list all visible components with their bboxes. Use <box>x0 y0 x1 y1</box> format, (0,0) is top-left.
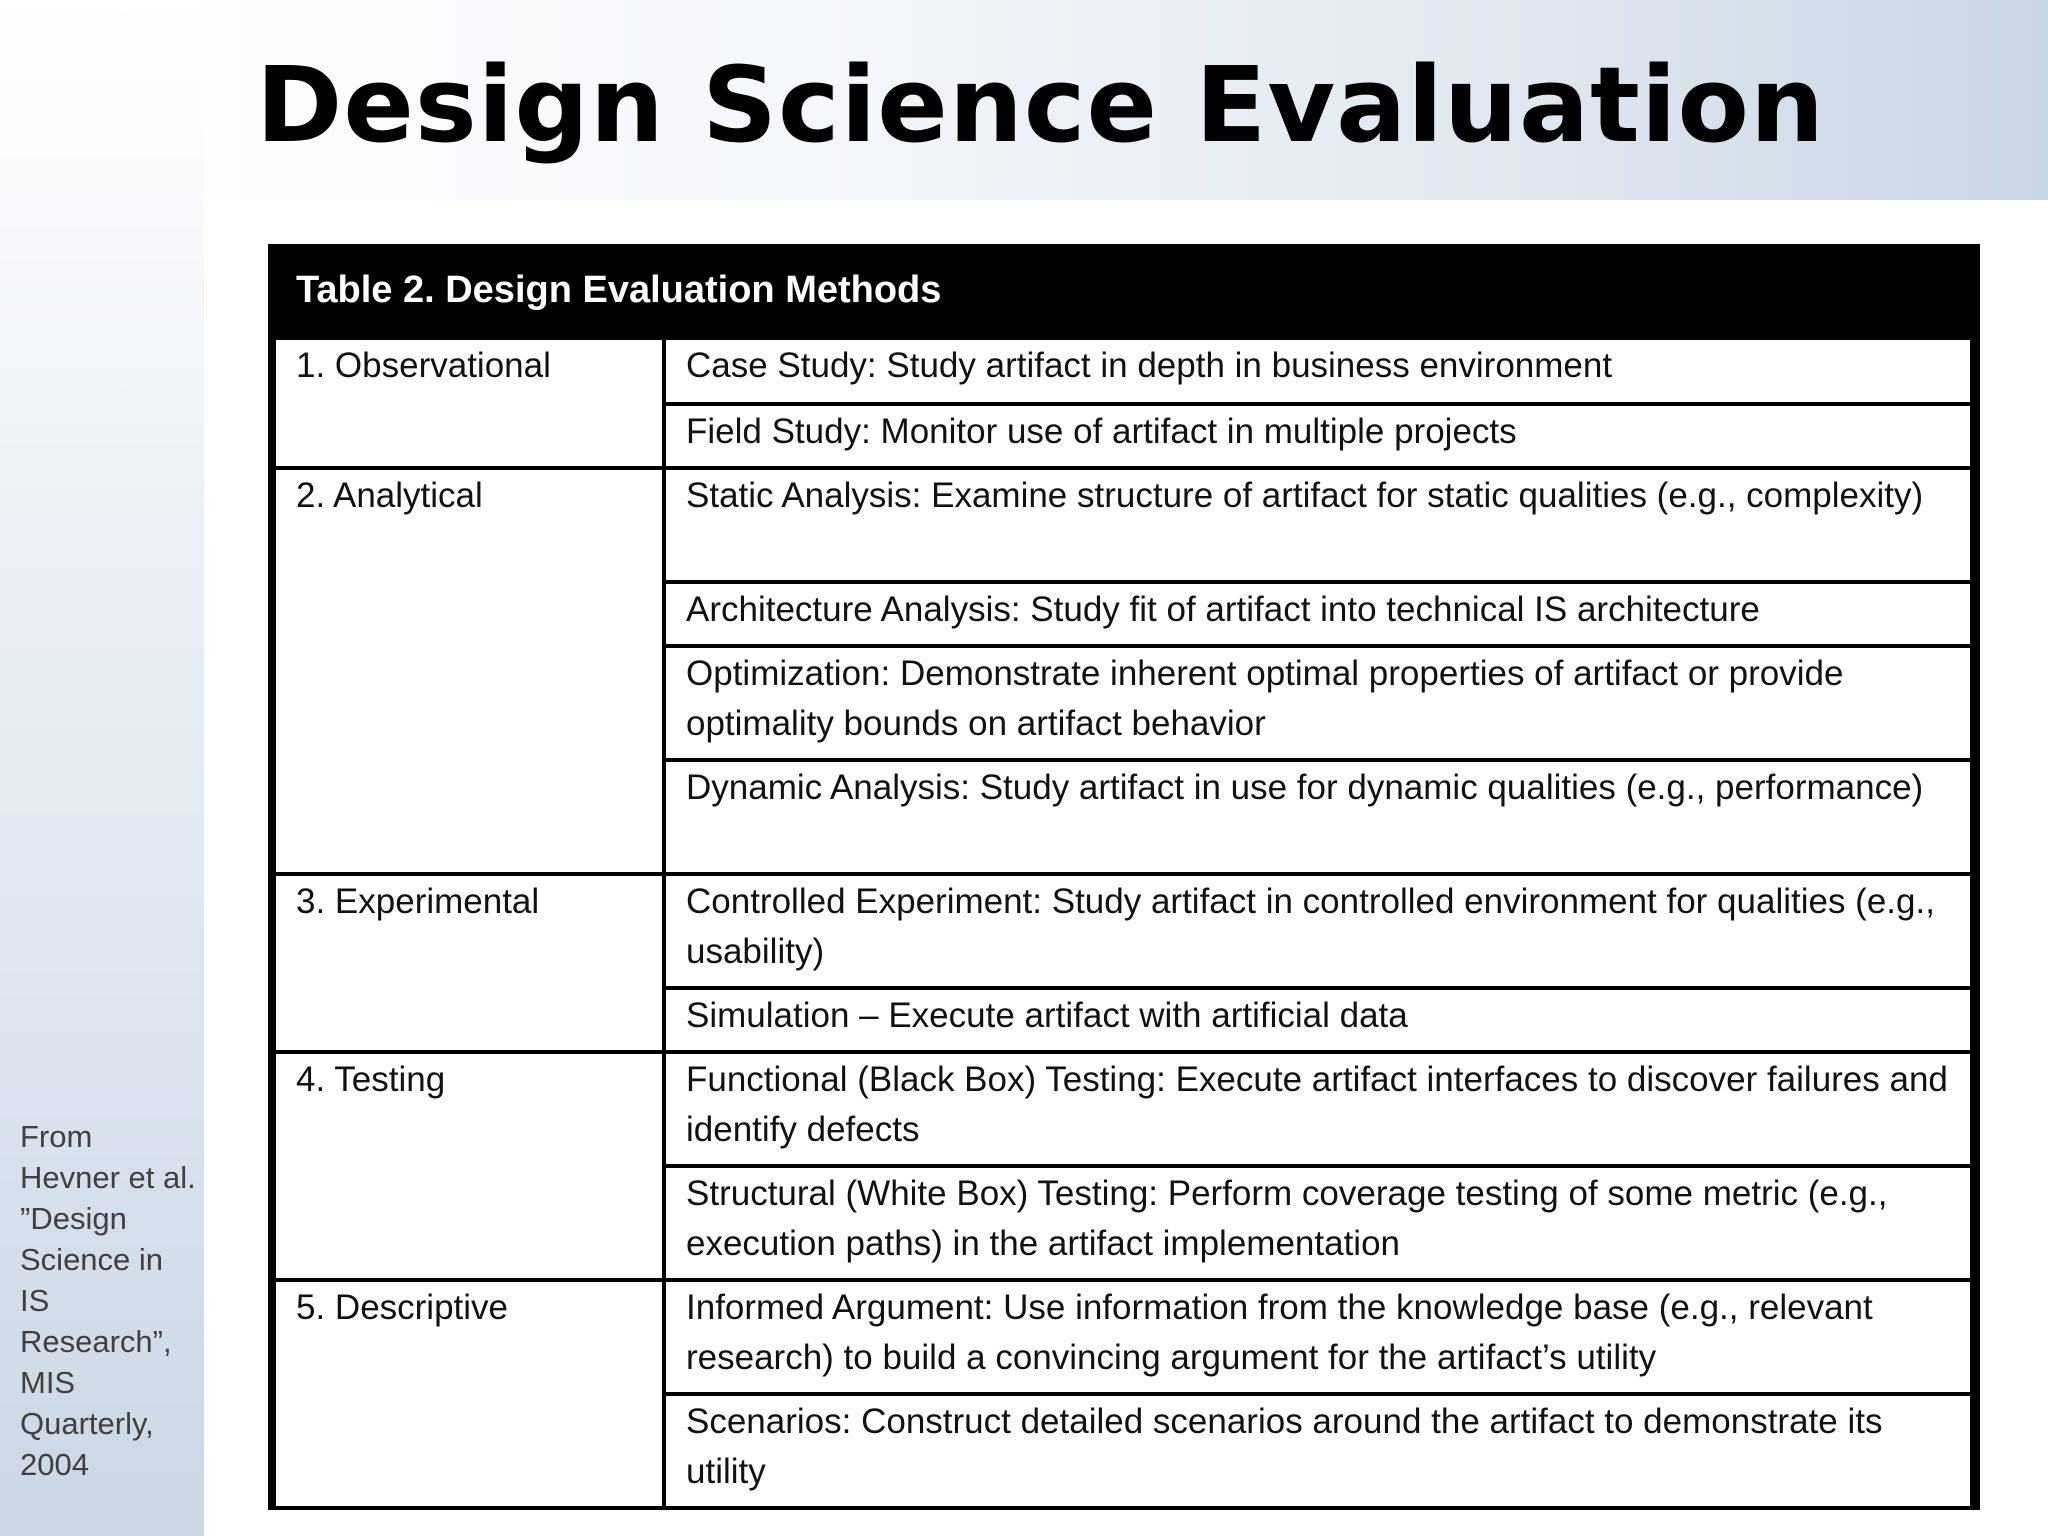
table-row <box>274 338 1972 404</box>
table-row <box>274 1280 1972 1394</box>
page-title: Design Science Evaluation <box>256 44 1826 166</box>
method-cell: Structural (White Box) Testing: Perform coverage testing of some metric (e.g., execution paths) in the artifact implementation <box>664 1166 1972 1280</box>
category-cell: 2. Analytical <box>274 468 664 874</box>
method-cell: Simulation – Execute artifact with artificial data <box>664 988 1972 1052</box>
source-citation: From Hevner et al. ”Design Science in IS Research”, MIS Quarterly, 2004 <box>20 1119 196 1482</box>
method-cell: Scenarios: Construct detailed scenarios around the artifact to demonstrate its utility <box>664 1394 1972 1508</box>
methods-grid <box>272 336 1974 1510</box>
category-cell: 1. Observational <box>274 338 664 468</box>
method-cell: Architecture Analysis: Study fit of artifact into technical IS architecture <box>664 582 1972 646</box>
evaluation-methods-table <box>268 244 1980 1510</box>
method-cell: Optimization: Demonstrate inherent optimal properties of artifact or provide optimality bounds on artifact behavior <box>664 646 1972 760</box>
method-cell: Controlled Experiment: Study artifact in controlled environment for qualities (e.g., usability) <box>664 874 1972 988</box>
category-cell: 3. Experimental <box>274 874 664 1052</box>
method-cell: Field Study: Monitor use of artifact in multiple projects <box>664 404 1972 468</box>
method-cell: Case Study: Study artifact in depth in business environment <box>664 338 1972 404</box>
category-cell: 5. Descriptive <box>274 1280 664 1508</box>
method-cell: Static Analysis: Examine structure of artifact for static qualities (e.g., complexity) <box>664 468 1972 582</box>
table-row <box>274 1052 1972 1166</box>
category-cell: 4. Testing <box>274 1052 664 1280</box>
method-cell: Functional (Black Box) Testing: Execute artifact interfaces to discover failures and identify defects <box>664 1052 1972 1166</box>
method-cell: Informed Argument: Use information from the knowledge base (e.g., relevant research) to build a convincing argument for the artifact’s utility <box>664 1280 1972 1394</box>
table-row <box>274 874 1972 988</box>
method-cell: Dynamic Analysis: Study artifact in use for dynamic qualities (e.g., performance) <box>664 760 1972 874</box>
table-caption: Table 2. Design Evaluation Methods <box>296 269 942 311</box>
table-row <box>274 468 1972 582</box>
